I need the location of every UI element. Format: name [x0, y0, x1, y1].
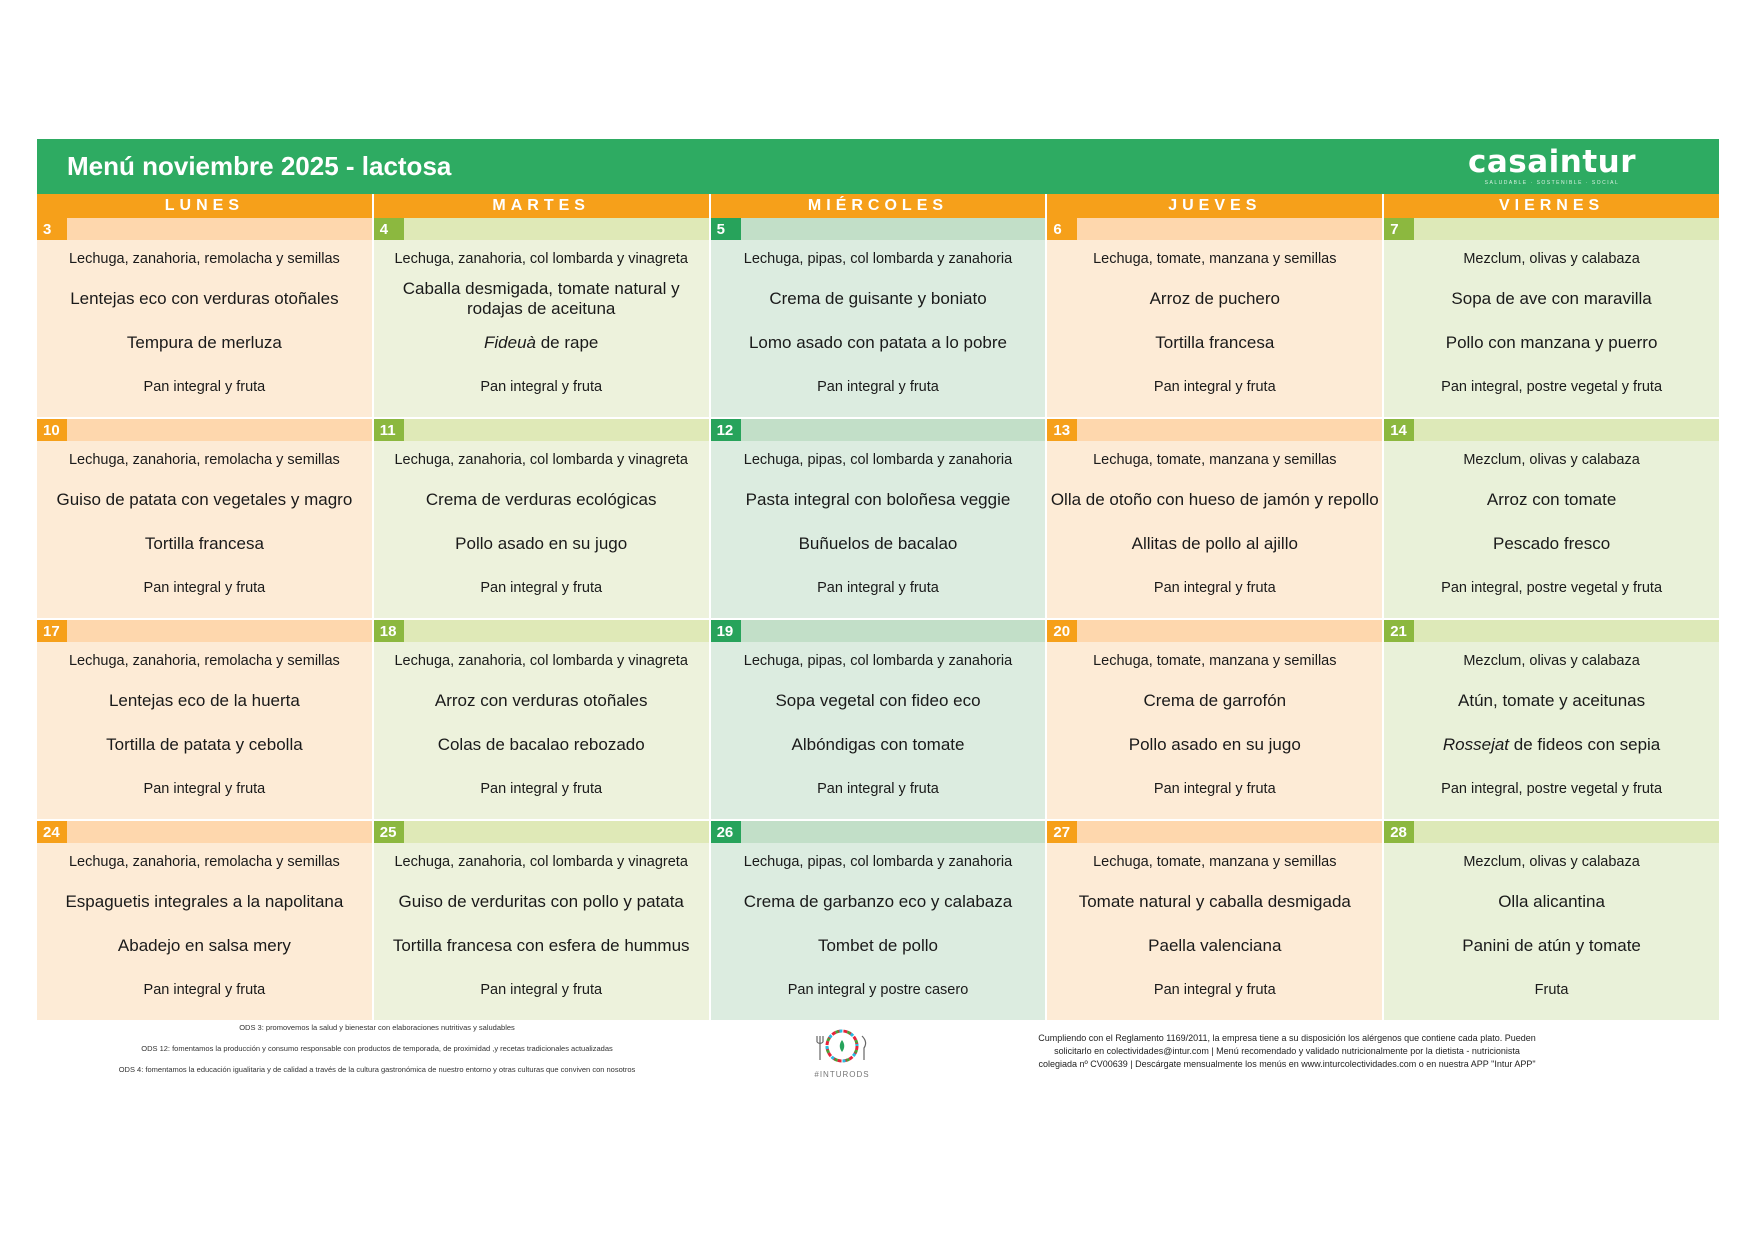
day-cell: [711, 419, 1048, 620]
weekday-thursday: JUEVES: [1047, 194, 1384, 218]
second-dish-text: Pollo asado en su jugo: [1128, 735, 1301, 755]
date-number: 24: [37, 821, 67, 843]
day-cell: [37, 218, 374, 419]
first-dish: Pasta integral con boloñesa veggie: [745, 490, 1011, 510]
date-number: 7: [1384, 218, 1414, 240]
day-menu: [711, 441, 1046, 618]
second-dish: [818, 924, 938, 968]
date-bar: [711, 821, 1046, 843]
second-dish-text: Pollo asado en su jugo: [455, 534, 628, 554]
salad: Lechuga, zanahoria, col lombarda y vinagreta: [394, 451, 688, 468]
second-dish: [127, 321, 282, 365]
first-dish: Tomate natural y caballa desmigada: [1078, 892, 1351, 912]
second-dish-text: Albóndigas con tomate: [791, 735, 965, 755]
salad: Lechuga, zanahoria, col lombarda y vinagreta: [394, 250, 688, 267]
ods-note: ODS 12: fomentamos la producción y consumo responsable con productos de temporada, de proximidad ,y recetas tradicionales actualizadas: [141, 1044, 613, 1053]
salad: Mezclum, olivas y calabaza: [1463, 451, 1640, 468]
first-dish: Olla de otoño con hueso de jamón y repollo: [1050, 490, 1379, 510]
second-dish: [455, 522, 627, 566]
day-menu: [37, 240, 372, 417]
day-cell: [711, 821, 1048, 1022]
day-cell: [1047, 419, 1384, 620]
day-cell: [37, 821, 374, 1022]
salad: Mezclum, olivas y calabaza: [1463, 652, 1640, 669]
second-dish-text: Tortilla francesa: [144, 534, 264, 554]
second-dish: [438, 723, 645, 767]
first-dish: Olla alicantina: [1498, 892, 1605, 912]
ods-wheel-icon: [814, 1028, 870, 1068]
second-dish: [1155, 321, 1274, 365]
weekday-monday: LUNES: [37, 194, 374, 218]
dessert: Pan integral y fruta: [143, 982, 266, 998]
salad: Lechuga, tomate, manzana y semillas: [1093, 451, 1337, 468]
day-menu: [1384, 441, 1719, 618]
date-number: 25: [374, 821, 404, 843]
dessert: Pan integral y fruta: [480, 379, 603, 395]
second-dish-rest: de fideos con sepia: [1513, 735, 1661, 755]
first-dish: Arroz con verduras otoñales: [434, 691, 648, 711]
day-menu: [1384, 642, 1719, 819]
weekday-wednesday: MIÉRCOLES: [711, 194, 1048, 218]
date-bar: [37, 821, 372, 843]
first-dish: Sopa vegetal con fideo eco: [775, 691, 981, 711]
first-dish: Guiso de patata con vegetales y magro: [56, 490, 353, 510]
day-cell: [1047, 620, 1384, 821]
first-dish: Atún, tomate y aceitunas: [1458, 691, 1646, 711]
date-bar: [374, 620, 709, 642]
day-menu: [1047, 240, 1382, 417]
menu-sheet: [37, 139, 1719, 1022]
second-dish-text: Pescado fresco: [1492, 534, 1611, 554]
date-number: 20: [1047, 620, 1077, 642]
salad: Lechuga, tomate, manzana y semillas: [1093, 853, 1337, 870]
day-menu: [37, 642, 372, 819]
day-cell: [374, 419, 711, 620]
date-number: 11: [374, 419, 404, 441]
menu-grid: [37, 218, 1719, 1022]
day-cell: [374, 821, 711, 1022]
second-dish: [145, 522, 264, 566]
date-bar: [711, 419, 1046, 441]
dessert: Pan integral y fruta: [817, 580, 939, 596]
second-dish: [1446, 321, 1658, 365]
second-dish: [393, 924, 690, 968]
ods-notes: [37, 1023, 717, 1086]
date-number: 4: [374, 218, 404, 240]
second-dish-italic: Rossejat: [1442, 735, 1510, 755]
salad: Lechuga, pipas, col lombarda y zanahoria: [743, 451, 1013, 468]
dessert: Pan integral y fruta: [143, 379, 266, 395]
salad: Lechuga, zanahoria, remolacha y semillas: [68, 652, 340, 669]
first-dish: Lentejas eco con verduras otoñales: [70, 289, 339, 309]
day-menu: [37, 843, 372, 1020]
first-dish: Crema de garrofón: [1143, 691, 1287, 711]
date-number: 17: [37, 620, 67, 642]
day-cell: [37, 620, 374, 821]
day-menu: [374, 441, 709, 618]
salad: Lechuga, zanahoria, remolacha y semillas: [68, 853, 340, 870]
second-dish: [484, 321, 598, 365]
second-dish-text: Colas de bacalao rebozado: [437, 735, 645, 755]
dessert: Pan integral y fruta: [480, 982, 603, 998]
day-menu: [1047, 843, 1382, 1020]
first-dish: Crema de verduras ecológicas: [425, 490, 657, 510]
date-number: 26: [711, 821, 741, 843]
second-dish-text: Paella valenciana: [1148, 936, 1282, 956]
day-cell: [374, 218, 711, 419]
second-dish-text: Pollo con manzana y puerro: [1445, 333, 1658, 353]
second-dish-text: Tortilla francesa con esfera de hummus: [392, 936, 690, 956]
dessert: Pan integral, postre vegetal y fruta: [1441, 781, 1663, 797]
week-row: [37, 218, 1719, 419]
day-menu: [711, 843, 1046, 1020]
date-bar: [374, 419, 709, 441]
dessert: Pan integral y fruta: [480, 580, 603, 596]
dessert: Fruta: [1534, 982, 1569, 998]
day-menu: [374, 843, 709, 1020]
second-dish: [118, 924, 291, 968]
ods-logo: [807, 1028, 877, 1079]
page-title: Menú noviembre 2025 - lactosa: [67, 151, 452, 181]
day-cell: [1047, 821, 1384, 1022]
date-bar: [374, 821, 709, 843]
second-dish-text: Tortilla de patata y cebolla: [106, 735, 303, 755]
second-dish-italic: Fideuà: [484, 333, 536, 353]
day-cell: [1384, 419, 1719, 620]
date-number: 21: [1384, 620, 1414, 642]
day-menu: [374, 642, 709, 819]
second-dish-text: Tempura de merluza: [126, 333, 282, 353]
weekday-tuesday: MARTES: [374, 194, 711, 218]
day-cell: [1384, 821, 1719, 1022]
second-dish-text: Panini de atún y tomate: [1462, 936, 1641, 956]
day-menu: [1047, 441, 1382, 618]
day-cell: [37, 419, 374, 620]
week-row: [37, 821, 1719, 1022]
second-dish-text: Tombet de pollo: [817, 936, 938, 956]
salad: Lechuga, zanahoria, col lombarda y vinagreta: [394, 652, 688, 669]
date-number: 13: [1047, 419, 1077, 441]
first-dish: Guiso de verduritas con pollo y patata: [398, 892, 684, 912]
dessert: Pan integral y fruta: [143, 781, 266, 797]
salad: Lechuga, pipas, col lombarda y zanahoria: [743, 652, 1013, 669]
date-number: 19: [711, 620, 741, 642]
day-cell: [711, 218, 1048, 419]
second-dish: [1493, 522, 1610, 566]
day-menu: [37, 441, 372, 618]
salad: Lechuga, pipas, col lombarda y zanahoria: [743, 250, 1013, 267]
dessert: Pan integral y fruta: [480, 781, 603, 797]
first-dish: Arroz con tomate: [1486, 490, 1617, 510]
logo-tagline: SALUDABLE · SOSTENIBLE · SOCIAL: [1484, 180, 1620, 186]
date-bar: [374, 218, 709, 240]
second-dish-rest: de rape: [540, 333, 599, 353]
day-cell: [711, 620, 1048, 821]
ods-logo-label: #INTURODS: [814, 1070, 870, 1079]
first-dish: Lentejas eco de la huerta: [108, 691, 300, 711]
weekday-friday: VIERNES: [1384, 194, 1719, 218]
dessert: Pan integral y fruta: [1153, 982, 1276, 998]
day-cell: [1384, 620, 1719, 821]
date-number: 12: [711, 419, 741, 441]
date-bar: [1047, 821, 1382, 843]
second-dish: [1148, 924, 1281, 968]
ods-note: ODS 4: fomentamos la educación igualitaria y de calidad a través de la cultura gastronómica de nuestro entorno y otras culturas que conviven con nosotros: [118, 1065, 636, 1074]
first-dish: Caballa desmigada, tomate natural y rodajas de aceituna: [402, 279, 680, 318]
day-menu: [1047, 642, 1382, 819]
day-menu: [711, 240, 1046, 417]
date-bar: [1047, 620, 1382, 642]
dessert: Pan integral y fruta: [143, 580, 266, 596]
casaintur-logo: [1467, 144, 1691, 186]
day-menu: [711, 642, 1046, 819]
second-dish-text: Lomo asado con patata a lo pobre: [748, 333, 1007, 353]
salad: Lechuga, tomate, manzana y semillas: [1093, 652, 1337, 669]
second-dish: [749, 321, 1007, 365]
dessert: Pan integral y fruta: [817, 379, 939, 395]
date-bar: [1384, 419, 1719, 441]
date-bar: [37, 218, 372, 240]
second-dish: [1132, 522, 1298, 566]
weekday-header-row: [37, 194, 1719, 218]
date-bar: [1047, 419, 1382, 441]
second-dish: [799, 522, 958, 566]
menu-header: [37, 139, 1719, 194]
logo-brand: casaintur: [1467, 144, 1636, 180]
second-dish: [1462, 924, 1641, 968]
dessert: Pan integral, postre vegetal y fruta: [1441, 379, 1663, 395]
first-dish: Espaguetis integrales a la napolitana: [65, 892, 344, 912]
date-number: 5: [711, 218, 741, 240]
date-number: 27: [1047, 821, 1077, 843]
salad: Lechuga, tomate, manzana y semillas: [1093, 250, 1337, 267]
day-cell: [1384, 218, 1719, 419]
day-menu: [374, 240, 709, 417]
salad: Mezclum, olivas y calabaza: [1463, 853, 1640, 870]
first-dish: Arroz de puchero: [1149, 289, 1280, 309]
dessert: Pan integral y fruta: [1153, 781, 1276, 797]
dessert: Pan integral y fruta: [1153, 580, 1276, 596]
day-cell: [1047, 218, 1384, 419]
date-bar: [37, 419, 372, 441]
date-number: 10: [37, 419, 67, 441]
week-row: [37, 419, 1719, 620]
salad: Lechuga, pipas, col lombarda y zanahoria: [743, 853, 1013, 870]
date-bar: [1384, 218, 1719, 240]
first-dish: Crema de guisante y boniato: [769, 289, 987, 309]
salad: Lechuga, zanahoria, col lombarda y vinagreta: [394, 853, 688, 870]
date-bar: [711, 620, 1046, 642]
dessert: Pan integral y fruta: [817, 781, 939, 797]
date-bar: [1384, 620, 1719, 642]
date-number: 6: [1047, 218, 1077, 240]
second-dish: [106, 723, 303, 767]
first-dish: Sopa de ave con maravilla: [1451, 289, 1652, 309]
date-bar: [1384, 821, 1719, 843]
dessert: Pan integral y postre casero: [787, 982, 969, 998]
second-dish: [792, 723, 965, 767]
date-number: 18: [374, 620, 404, 642]
second-dish-text: Abadejo en salsa mery: [117, 936, 291, 956]
salad: Lechuga, zanahoria, remolacha y semillas: [68, 250, 340, 267]
first-dish: Crema de garbanzo eco y calabaza: [743, 892, 1013, 912]
week-row: [37, 620, 1719, 821]
footer: [37, 1023, 1719, 1123]
dessert: Pan integral, postre vegetal y fruta: [1441, 580, 1663, 596]
day-cell: [374, 620, 711, 821]
second-dish: [1129, 723, 1301, 767]
date-bar: [37, 620, 372, 642]
day-menu: [1384, 240, 1719, 417]
salad: Lechuga, zanahoria, remolacha y semillas: [68, 451, 340, 468]
second-dish-text: Buñuelos de bacalao: [798, 534, 958, 554]
date-number: 28: [1384, 821, 1414, 843]
day-menu: [1384, 843, 1719, 1020]
second-dish-text: Tortilla francesa: [1155, 333, 1275, 353]
date-bar: [711, 218, 1046, 240]
date-bar: [1047, 218, 1382, 240]
dessert: Pan integral y fruta: [1153, 379, 1276, 395]
legal-notice: Cumpliendo con el Reglamento 1169/2011, la empresa tiene a su disposición los alérgenos que contiene cada plato. Pueden solicitarlo en colectividades@intur.com | Menú recomendado y validado nutricionalmente por la dietista - nutricionista colegiada nº CV00639 | Descárgate mensualmente los menús en www.inturcolectividades.com o en nuestra APP "Intur APP": [1038, 1033, 1536, 1070]
salad: Mezclum, olivas y calabaza: [1463, 250, 1640, 267]
date-number: 14: [1384, 419, 1414, 441]
second-dish-text: Allitas de pollo al ajillo: [1131, 534, 1298, 554]
ods-note: ODS 3: promovemos la salud y bienestar con elaboraciones nutritivas y saludables: [239, 1023, 515, 1032]
date-number: 3: [37, 218, 67, 240]
second-dish: [1443, 723, 1660, 767]
